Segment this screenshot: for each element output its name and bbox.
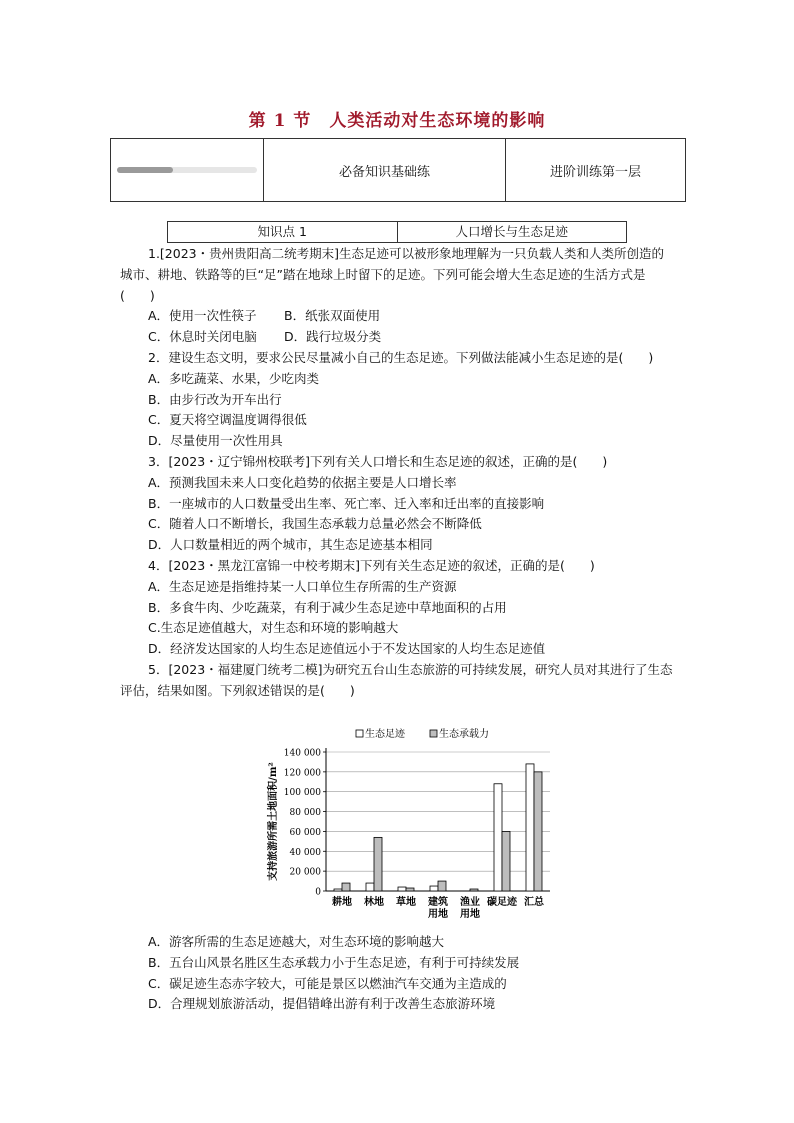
knowledge-point-label: 知识点 1 xyxy=(168,222,398,242)
y-tick-label: 140 000 xyxy=(283,748,321,759)
q2-option-a: A．多吃蔬菜、水果，少吃肉类 xyxy=(148,370,320,386)
q1-option-a: A．使用一次性筷子 xyxy=(148,308,257,324)
q5-option-a: A．游客所需的生态足迹越大，对生态环境的影响越大 xyxy=(148,934,445,949)
bar-footprint xyxy=(494,784,502,891)
question-body xyxy=(120,244,676,702)
bar-capacity xyxy=(470,889,478,891)
q1-options-row1 xyxy=(120,306,676,327)
x-tick-label: 用地 xyxy=(460,909,480,920)
bar-footprint xyxy=(334,889,342,891)
q4-option-c: C.生态足迹值越大，对生态和环境的影响越大 xyxy=(148,620,399,636)
knowledge-point-box xyxy=(167,221,627,243)
bar-capacity xyxy=(342,883,350,891)
progress-fill xyxy=(117,167,173,173)
progress-cell xyxy=(111,139,264,201)
q1-option-d: D．践行垃圾分类 xyxy=(284,329,382,345)
x-tick-label: 渔业 xyxy=(460,897,480,908)
y-tick-label: 100 000 xyxy=(283,788,321,799)
q3-option-a: A．预测我国未来人口变化趋势的依据主要是人口增长率 xyxy=(148,474,457,490)
q2-option-c: C．夏天将空调温度调得很低 xyxy=(148,412,307,428)
y-tick-label: 20 000 xyxy=(289,867,321,878)
q5-option-b: B．五台山风景名胜区生态承载力小于生态足迹，有利于可持续发展 xyxy=(148,954,520,970)
bar-footprint xyxy=(430,886,438,891)
legend-label: 生态承载力 xyxy=(439,729,489,740)
bar-footprint xyxy=(398,887,406,891)
bar-capacity xyxy=(438,881,446,891)
y-tick-label: 40 000 xyxy=(289,847,321,858)
q3-option-d: D．人口数量相近的两个城市，其生态足迹基本相同 xyxy=(148,537,433,553)
bar-capacity xyxy=(406,888,414,891)
x-tick-label: 草地 xyxy=(396,897,416,908)
q5-option-c: C．碳足迹生态赤字较大，可能是景区以燃油汽车交通为主造成的 xyxy=(148,975,507,991)
q1-option-c: C．休息时关闭电脑 xyxy=(148,329,257,345)
q1-option-b: B．纸张双面使用 xyxy=(284,308,381,324)
x-tick-label: 建筑 xyxy=(428,897,448,908)
bar-footprint xyxy=(526,764,534,891)
x-tick-label: 汇总 xyxy=(524,897,544,908)
y-tick-label: 120 000 xyxy=(283,768,321,779)
x-tick-label: 林地 xyxy=(364,897,384,908)
header-basic-practice: 必备知识基础练 xyxy=(264,139,506,201)
bar-chart xyxy=(264,724,564,932)
x-tick-label: 用地 xyxy=(428,909,448,920)
legend-label: 生态足迹 xyxy=(365,729,405,740)
x-tick-label: 耕地 xyxy=(332,897,352,908)
bar-capacity xyxy=(374,837,382,891)
q5-option-d: D．合理规划旅游活动，提倡错峰出游有利于改善生态旅游环境 xyxy=(148,996,496,1012)
q5-stem: 5．[2023・福建厦门统考二模]为研究五台山生态旅游的可持续发展，研究人员对其进行了生态评估，结果如图。下列叙述错误的是( ) xyxy=(120,661,673,698)
q4-option-a: A．生态足迹是指维持某一人口单位生存所需的生产资源 xyxy=(148,578,457,594)
q3-option-b: B．一座城市的人口数量受出生率、死亡率、迁入率和迁出率的直接影响 xyxy=(148,495,545,511)
q1-stem: 1.[2023・贵州贵阳高二统考期末]生态足迹可以被形象地理解为一只负载人类和人类所创造的城市、耕地、铁路等的巨“足”踏在地球上时留下的足迹。下列可能会增大生态足迹的生活方式是( ) xyxy=(120,246,664,303)
bar-capacity xyxy=(534,772,542,891)
bar-capacity xyxy=(502,831,510,891)
q1-options-row2 xyxy=(120,327,676,348)
legend-swatch xyxy=(430,730,437,737)
y-axis-label: 支持旅游所需土地面积/m² xyxy=(268,762,279,881)
progress-bar xyxy=(117,167,257,173)
q2-option-b: B．由步行改为开车出行 xyxy=(148,391,282,407)
x-tick-label: 碳足迹 xyxy=(487,897,517,908)
y-tick-label: 0 xyxy=(315,887,321,898)
q4-option-d: D．经济发达国家的人均生态足迹值远小于不发达国家的人均生态足迹值 xyxy=(148,641,546,657)
q5-options xyxy=(120,932,676,1015)
header-advanced-practice: 进阶训练第一层 xyxy=(549,164,641,180)
y-tick-label: 80 000 xyxy=(289,808,321,819)
q3-stem: 3．[2023・辽宁锦州校联考]下列有关人口增长和生态足迹的叙述，正确的是( ) xyxy=(148,453,608,469)
q3-option-c: C．随着人口不断增长，我国生态承载力总量必然会不断降低 xyxy=(148,516,482,532)
q2-stem: 2．建设生态文明，要求公民尽量减小自己的生态足迹。下列做法能减小生态足迹的是( ) xyxy=(148,349,654,365)
legend-swatch xyxy=(356,730,363,737)
q2-option-d: D．尽量使用一次性用具 xyxy=(148,433,283,449)
section-header-table xyxy=(110,138,686,202)
knowledge-point-topic: 人口增长与生态足迹 xyxy=(455,224,568,239)
y-tick-label: 60 000 xyxy=(289,827,321,838)
q4-option-b: B．多食牛肉、少吃蔬菜，有利于减少生态足迹中草地面积的占用 xyxy=(148,599,507,615)
q4-stem: 4．[2023・黑龙江富锦一中校考期末]下列有关生态足迹的叙述，正确的是( ) xyxy=(148,557,595,573)
page-title: 第 1 节 人类活动对生态环境的影响 xyxy=(248,111,546,131)
bar-footprint xyxy=(366,883,374,891)
